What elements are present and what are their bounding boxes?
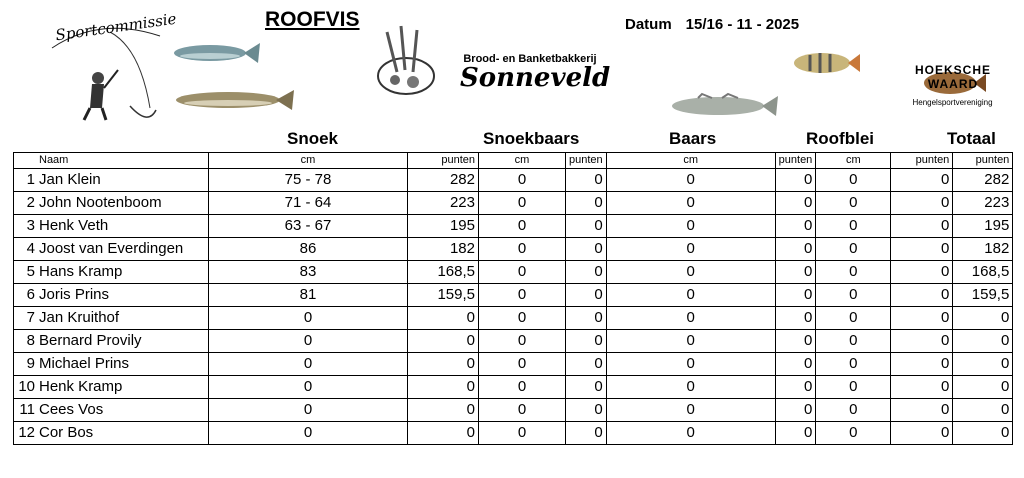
baars-punten: 0	[775, 215, 816, 238]
totaal-punten: 195	[953, 215, 1013, 238]
club-name: HOEKSCHE WAARD	[914, 63, 991, 91]
roofblei-cm: 0	[816, 353, 891, 376]
participant-name: Cor Bos	[36, 422, 209, 445]
header-cell: punten	[566, 153, 607, 169]
table-row	[14, 169, 1013, 192]
row-number: 5	[14, 261, 37, 284]
roofblei-cm: 0	[816, 215, 891, 238]
row-number: 6	[14, 284, 37, 307]
snoek-punten: 223	[408, 192, 479, 215]
roofblei-punten: 0	[891, 192, 953, 215]
totaal-punten: 182	[953, 238, 1013, 261]
baars-cm: 0	[606, 284, 775, 307]
row-number: 7	[14, 307, 37, 330]
sportcommissie-text: Sportcommissie	[54, 9, 178, 45]
totaal-punten: 223	[953, 192, 1013, 215]
roofblei-cm: 0	[816, 307, 891, 330]
snoek-punten: 159,5	[408, 284, 479, 307]
baars-cm: 0	[606, 376, 775, 399]
table-row	[14, 261, 1013, 284]
baars-cm: 0	[606, 307, 775, 330]
snoekbaars-cm: 0	[479, 376, 566, 399]
baars-cm: 0	[606, 422, 775, 445]
snoekbaars-cm: 0	[479, 399, 566, 422]
row-number: 8	[14, 330, 37, 353]
roofblei-punten: 0	[891, 376, 953, 399]
row-number: 10	[14, 376, 37, 399]
header-cell: cm	[606, 153, 775, 169]
perch-illustration-icon	[790, 48, 862, 83]
roofblei-punten: 0	[891, 330, 953, 353]
snoek-cm: 81	[209, 284, 408, 307]
totaal-punten: 159,5	[953, 284, 1013, 307]
snoekbaars-punten: 0	[566, 307, 607, 330]
roofblei-punten: 0	[891, 422, 953, 445]
snoek-cm: 0	[209, 376, 408, 399]
snoekbaars-punten: 0	[566, 261, 607, 284]
table-row	[14, 215, 1013, 238]
snoek-punten: 0	[408, 353, 479, 376]
baars-cm: 0	[606, 215, 775, 238]
snoekbaars-cm: 0	[479, 261, 566, 284]
fish-illustration-icon	[170, 40, 262, 71]
row-number: 12	[14, 422, 37, 445]
snoekbaars-punten: 0	[566, 376, 607, 399]
snoek-punten: 282	[408, 169, 479, 192]
snoek-cm: 0	[209, 330, 408, 353]
totaal-punten: 0	[953, 353, 1013, 376]
participant-name: Michael Prins	[36, 353, 209, 376]
participant-name: Joris Prins	[36, 284, 209, 307]
table-row	[14, 284, 1013, 307]
snoek-cm: 75 - 78	[209, 169, 408, 192]
baars-punten: 0	[775, 284, 816, 307]
participant-name: Bernard Provily	[36, 330, 209, 353]
baars-cm: 0	[606, 169, 775, 192]
baars-punten: 0	[775, 169, 816, 192]
row-number: 3	[14, 215, 37, 238]
participant-name: Henk Kramp	[36, 376, 209, 399]
snoek-punten: 0	[408, 376, 479, 399]
baars-punten: 0	[775, 330, 816, 353]
snoekbaars-punten: 0	[566, 353, 607, 376]
baars-punten: 0	[775, 399, 816, 422]
roofblei-cm: 0	[816, 422, 891, 445]
participant-name: Jan Kruithof	[36, 307, 209, 330]
table-row	[14, 192, 1013, 215]
roofblei-cm: 0	[816, 399, 891, 422]
row-number: 4	[14, 238, 37, 261]
snoekbaars-cm: 0	[479, 215, 566, 238]
participant-name: Henk Veth	[36, 215, 209, 238]
roofblei-punten: 0	[891, 307, 953, 330]
header-cell	[14, 153, 37, 169]
baars-punten: 0	[775, 307, 816, 330]
row-number: 2	[14, 192, 37, 215]
snoek-cm: 63 - 67	[209, 215, 408, 238]
snoek-punten: 168,5	[408, 261, 479, 284]
roofblei-cm: 0	[816, 284, 891, 307]
baars-cm: 0	[606, 192, 775, 215]
header-cell: punten	[408, 153, 479, 169]
date-line	[625, 16, 813, 33]
date-value: 15/16 - 11 - 2025	[685, 16, 800, 33]
header-cell: cm	[479, 153, 566, 169]
snoekbaars-punten: 0	[566, 238, 607, 261]
baars-cm: 0	[606, 238, 775, 261]
snoek-cm: 0	[209, 353, 408, 376]
header-cell: punten	[891, 153, 953, 169]
snoekbaars-cm: 0	[479, 422, 566, 445]
roofblei-cm: 0	[816, 238, 891, 261]
table-row	[14, 399, 1013, 422]
category-roofblei: Roofblei	[806, 129, 874, 148]
category-snoekbaars: Snoekbaars	[483, 129, 580, 148]
snoekbaars-cm: 0	[479, 284, 566, 307]
table-row	[14, 353, 1013, 376]
snoek-cm: 0	[209, 399, 408, 422]
snoek-punten: 0	[408, 307, 479, 330]
baars-punten: 0	[775, 238, 816, 261]
roofblei-cm: 0	[816, 376, 891, 399]
snoek-punten: 195	[408, 215, 479, 238]
row-number: 11	[14, 399, 37, 422]
date-label: Datum	[625, 16, 672, 33]
baars-punten: 0	[775, 261, 816, 284]
roofblei-punten: 0	[891, 284, 953, 307]
participant-name: Joost van Everdingen	[36, 238, 209, 261]
totaal-punten: 0	[953, 399, 1013, 422]
pike-illustration-icon	[172, 86, 296, 119]
baars-cm: 0	[606, 261, 775, 284]
header-cell: Naam	[36, 153, 209, 169]
header-cell: cm	[209, 153, 408, 169]
roofblei-cm: 0	[816, 330, 891, 353]
category-baars: Baars	[669, 129, 717, 148]
snoekbaars-cm: 0	[479, 192, 566, 215]
table-row	[14, 238, 1013, 261]
roofblei-punten: 0	[891, 261, 953, 284]
table-row	[14, 422, 1013, 445]
table-row	[14, 307, 1013, 330]
totaal-punten: 168,5	[953, 261, 1013, 284]
snoekbaars-cm: 0	[479, 238, 566, 261]
club-subtitle: Hengelsportvereniging	[912, 98, 993, 107]
roofblei-punten: 0	[891, 353, 953, 376]
participant-name: John Nootenboom	[36, 192, 209, 215]
zander-illustration-icon	[668, 92, 780, 125]
snoekbaars-punten: 0	[566, 169, 607, 192]
table-row	[14, 376, 1013, 399]
totaal-punten: 0	[953, 330, 1013, 353]
header-cell: punten	[953, 153, 1013, 169]
snoekbaars-punten: 0	[566, 399, 607, 422]
participant-name: Cees Vos	[36, 399, 209, 422]
page-title: ROOFVIS	[265, 8, 360, 31]
snoekbaars-punten: 0	[566, 192, 607, 215]
table-row	[14, 330, 1013, 353]
snoek-punten: 0	[408, 399, 479, 422]
snoek-punten: 0	[408, 330, 479, 353]
row-number: 1	[14, 169, 37, 192]
roofblei-punten: 0	[891, 169, 953, 192]
baars-punten: 0	[775, 422, 816, 445]
snoekbaars-cm: 0	[479, 330, 566, 353]
snoekbaars-cm: 0	[479, 169, 566, 192]
snoekbaars-punten: 0	[566, 215, 607, 238]
bakery-name: Sonneveld	[460, 63, 611, 93]
participant-name: Jan Klein	[36, 169, 209, 192]
snoekbaars-cm: 0	[479, 353, 566, 376]
snoek-cm: 0	[209, 307, 408, 330]
bakery-logo-icon	[373, 24, 439, 105]
totaal-punten: 0	[953, 422, 1013, 445]
totaal-punten: 0	[953, 376, 1013, 399]
snoekbaars-punten: 0	[566, 422, 607, 445]
roofblei-punten: 0	[891, 238, 953, 261]
baars-cm: 0	[606, 330, 775, 353]
snoek-cm: 83	[209, 261, 408, 284]
baars-punten: 0	[775, 376, 816, 399]
baars-punten: 0	[775, 192, 816, 215]
participant-name: Hans Kramp	[36, 261, 209, 284]
snoek-punten: 0	[408, 422, 479, 445]
totaal-punten: 282	[953, 169, 1013, 192]
category-snoek: Snoek	[287, 129, 339, 148]
snoekbaars-cm: 0	[479, 307, 566, 330]
snoek-punten: 182	[408, 238, 479, 261]
snoek-cm: 86	[209, 238, 408, 261]
bakery-tagline: Brood- en Banketbakkerij	[463, 53, 597, 65]
baars-cm: 0	[606, 353, 775, 376]
snoek-cm: 0	[209, 422, 408, 445]
roofblei-cm: 0	[816, 169, 891, 192]
roofblei-cm: 0	[816, 261, 891, 284]
roofblei-punten: 0	[891, 215, 953, 238]
table-header-row	[14, 153, 1013, 169]
header-cell: cm	[816, 153, 891, 169]
snoekbaars-punten: 0	[566, 330, 607, 353]
snoek-cm: 71 - 64	[209, 192, 408, 215]
header-cell: punten	[775, 153, 816, 169]
roofblei-cm: 0	[816, 192, 891, 215]
baars-punten: 0	[775, 353, 816, 376]
category-totaal: Totaal	[947, 129, 996, 148]
results-table	[13, 152, 1013, 445]
snoekbaars-punten: 0	[566, 284, 607, 307]
row-number: 9	[14, 353, 37, 376]
totaal-punten: 0	[953, 307, 1013, 330]
baars-cm: 0	[606, 399, 775, 422]
roofblei-punten: 0	[891, 399, 953, 422]
